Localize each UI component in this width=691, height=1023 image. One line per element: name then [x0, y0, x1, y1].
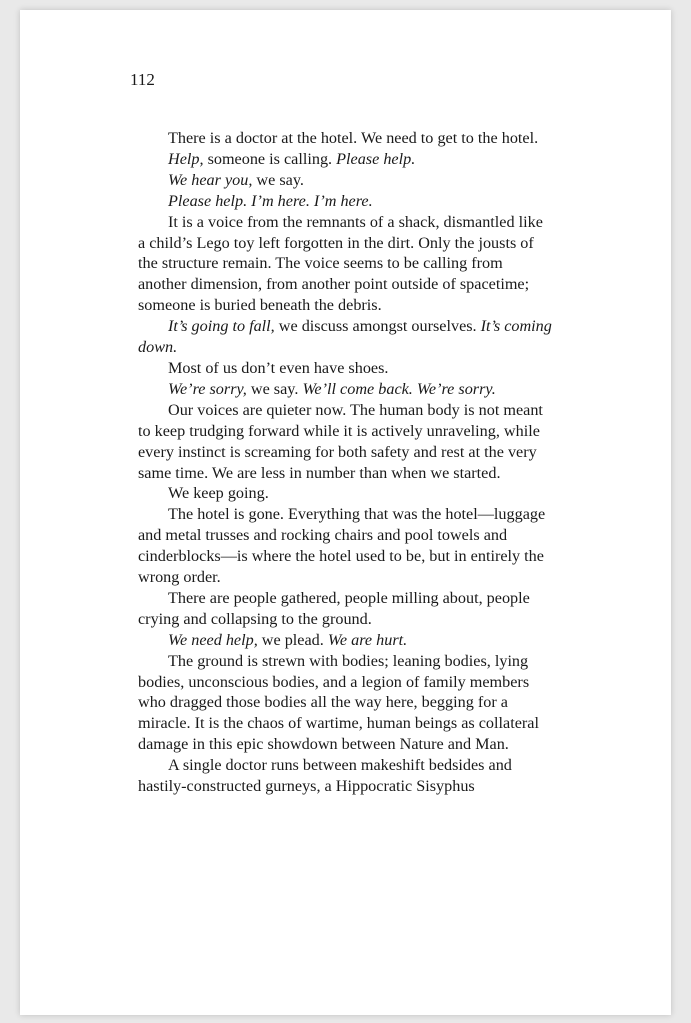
paragraph: [138, 588, 552, 630]
text-run: Our voices are quieter now. The human body is not meant to keep trudging forward while it is actively unraveling, while every instinct is screaming for both safety and rest at the very same time. We are less in number than when we started.: [138, 400, 543, 482]
text-run: Most of us don’t even have shoes.: [168, 358, 389, 377]
italic-text: Help,: [168, 149, 204, 168]
text-run: There is a doctor at the hotel. We need to get to the hotel.: [168, 129, 539, 147]
paragraph: [138, 400, 552, 484]
text-run: We keep going.: [168, 484, 269, 503]
text-run: we discuss amongst ourselves.: [274, 317, 481, 336]
text-run: The ground is strewn with bodies; leaning bodies, lying bodies, unconscious bodies, and a legion of family members who dragged those bodies all the way here, begging for a miracle. It is the chaos of wartime, human beings as collateral damage in this epic showdown between Nature and Man.: [138, 651, 539, 754]
text-run: someone is calling.: [203, 149, 337, 168]
paragraph: [138, 358, 552, 379]
paragraph: [138, 630, 552, 651]
italic-text: It’s coming down.: [138, 317, 552, 357]
text-run: It is a voice from the remnants of a shack, dismantled like a child’s Lego toy left forgotten in the dirt. Only the jousts of the structure remain. The voice seems to be calling from another dimension, from another point outside of spacetime; someone is buried beneath the debris.: [138, 212, 543, 315]
paragraph: [138, 504, 552, 588]
book-page: [20, 10, 671, 1015]
body-text: [138, 128, 552, 797]
italic-text: We’ll come back. We’re sorry.: [302, 379, 496, 398]
paragraph: [138, 379, 552, 400]
paragraph: [138, 170, 552, 191]
italic-text: We need help,: [168, 630, 258, 649]
italic-text: We are hurt.: [327, 630, 408, 649]
text-run: we say.: [246, 379, 303, 398]
text-run: we plead.: [257, 630, 328, 649]
text-run: we say.: [252, 170, 304, 189]
paragraph: [138, 128, 552, 149]
text-run: There are people gathered, people milling about, people crying and collapsing to the ground.: [138, 588, 530, 628]
text-run: The hotel is gone. Everything that was the hotel—luggage and metal trusses and rocking chairs and pool towels and cinderblocks—is where the hotel used to be, but in entirely the wrong order.: [138, 505, 546, 587]
paragraph: [138, 483, 552, 504]
paragraph: [138, 149, 552, 170]
italic-text: We hear you,: [168, 170, 253, 189]
paragraph: [138, 191, 552, 212]
paragraph: [138, 755, 552, 797]
paragraph: [138, 316, 552, 358]
paragraph: [138, 651, 552, 756]
page-number: 112: [130, 70, 155, 89]
text-run: A single doctor runs between makeshift bedsides and hastily-constructed gurneys, a Hippocratic Sisyphus: [138, 756, 512, 796]
italic-text: We’re sorry,: [168, 379, 247, 398]
italic-text: It’s going to fall,: [168, 317, 275, 336]
italic-text: Please help.: [336, 149, 416, 168]
italic-text: Please help. I’m here. I’m here.: [168, 191, 373, 210]
paragraph: [138, 212, 552, 317]
